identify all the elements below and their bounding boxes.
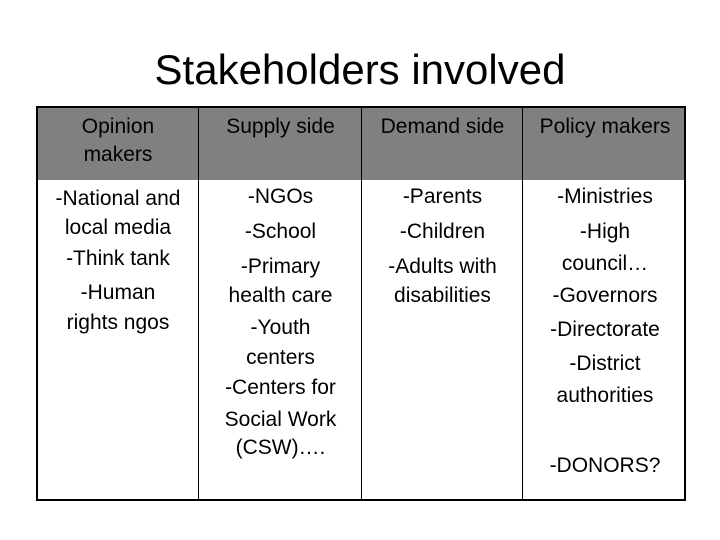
header-line: Supply side bbox=[226, 115, 335, 138]
list-item: rights ngos bbox=[66, 311, 170, 334]
column-supply-side bbox=[198, 108, 362, 499]
column-header-policy-makers bbox=[523, 108, 687, 141]
column-header-demand-side bbox=[362, 108, 523, 141]
list-item: -Primary bbox=[240, 255, 321, 278]
column-body-policy-makers bbox=[523, 182, 687, 408]
list-item: -Adults with bbox=[388, 255, 497, 278]
list-item: -High bbox=[579, 220, 631, 243]
list-item: centers bbox=[246, 346, 315, 369]
header-line: makers bbox=[83, 143, 153, 166]
column-policy-makers bbox=[522, 108, 687, 499]
header-line: Opinion bbox=[81, 115, 155, 138]
donors-item: -DONORS? bbox=[549, 454, 661, 477]
column-header-opinion-makers bbox=[38, 108, 198, 169]
slide-title: Stakeholders involved bbox=[154, 46, 566, 93]
stakeholders-table bbox=[36, 106, 686, 501]
list-item: -Children bbox=[399, 220, 486, 243]
list-item: (CSW)…. bbox=[235, 436, 326, 459]
list-item: -School bbox=[244, 220, 317, 243]
list-item: local media bbox=[64, 216, 172, 239]
list-item: -Ministries bbox=[557, 185, 653, 208]
list-item: disabilities bbox=[394, 284, 491, 307]
list-item: -National and bbox=[55, 187, 181, 210]
list-item: -Governors bbox=[552, 284, 658, 307]
list-item: -NGOs bbox=[247, 185, 314, 208]
list-item: -Directorate bbox=[550, 318, 660, 341]
list-item: -Parents bbox=[402, 185, 483, 208]
column-body-opinion-makers bbox=[38, 184, 198, 336]
column-body-supply-side bbox=[199, 182, 362, 462]
list-item: council… bbox=[561, 252, 649, 275]
column-opinion-makers bbox=[38, 108, 198, 499]
list-item: -Human bbox=[80, 281, 156, 304]
column-demand-side bbox=[361, 108, 523, 499]
list-item: authorities bbox=[556, 384, 654, 407]
header-line: Demand side bbox=[380, 115, 505, 138]
list-item: -Youth bbox=[250, 316, 311, 339]
list-item: Social Work bbox=[224, 408, 337, 431]
column-body-demand-side bbox=[362, 182, 523, 310]
header-line: Policy makers bbox=[539, 115, 671, 138]
column-header-supply-side bbox=[199, 108, 362, 141]
list-item: -District bbox=[569, 352, 641, 375]
list-item: -Think tank bbox=[66, 247, 170, 270]
list-item: -Centers for bbox=[225, 376, 336, 399]
list-item: health care bbox=[228, 284, 333, 307]
